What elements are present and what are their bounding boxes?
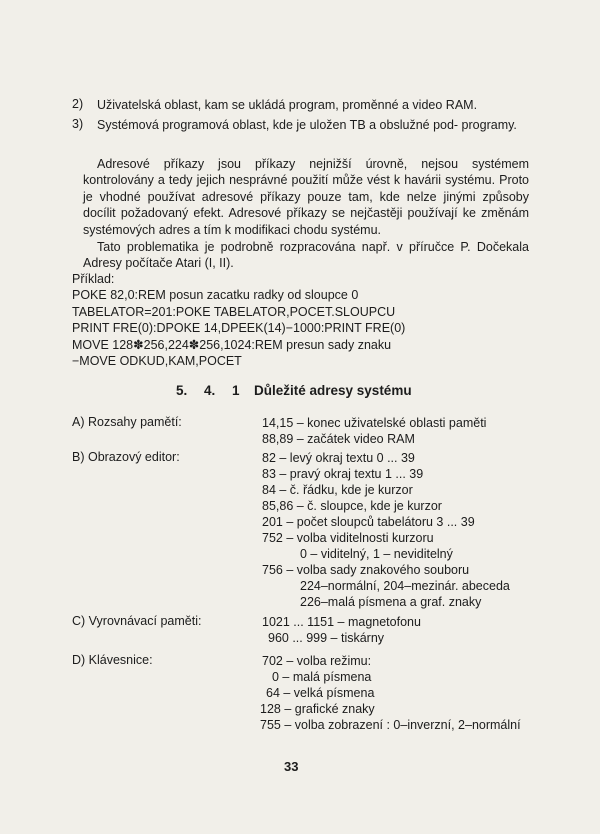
paragraph: [83, 156, 529, 238]
address-row: 88,89 – začátek video RAM: [262, 432, 415, 446]
section-number: 5.: [176, 383, 188, 398]
paragraph: [83, 239, 529, 272]
address-row: 702 – volba režimu:: [262, 654, 372, 668]
address-row: 224–normální, 204–mezinár. abeceda: [300, 579, 510, 593]
address-row: 85,86 – č. sloupce, kde je kurzor: [262, 499, 442, 513]
address-row: 201 – počet sloupců tabelátoru 3 ... 39: [262, 515, 475, 529]
group-label: A) Rozsahy pamětí:: [72, 415, 182, 429]
list-item-text: Uživatelská oblast, kam se ukládá program, proměnné a video RAM.: [97, 98, 478, 112]
section-number: 4.: [204, 383, 216, 398]
address-row: 1021 ... 1151 – magnetofonu: [262, 615, 421, 629]
code-line: MOVE 128✽256,224✽256,1024:REM presun sady znaku: [72, 337, 392, 352]
page-number: 33: [284, 759, 299, 774]
list-number: 3): [72, 117, 84, 131]
code-line: TABELATOR=201:POKE TABELATOR,POCET.SLOUPCU: [72, 304, 396, 319]
group-label: D) Klávesnice:: [72, 653, 153, 667]
paragraph-text: Tato problematika je podrobně rozpracována např. v příručce P. Dočekala Adresy počítače Atari (I, II).: [83, 240, 529, 271]
address-row: 960 ... 999 – tiskárny: [268, 631, 385, 645]
address-row: 83 – pravý okraj textu 1 ... 39: [262, 467, 424, 481]
paragraph-text: Adresové příkazy jsou příkazy nejnižší úrovně, nejsou systémem kontrolovány a tedy jejich nesprávné použití může vést k havárii systému. Proto je vhodné používat adresové příkazy pouze tam, kde nelze jinými způsoby docílit požadovaný efekt. Adresové příkazy se nejčastěji používají ke změnám systémových adres a tím k modifikaci chodu systému.: [83, 157, 529, 237]
address-row: 755 – volba zobrazení : 0–inverzní, 2–normální: [260, 718, 521, 732]
address-row: 0 – malá písmena: [272, 670, 372, 684]
group-label: B) Obrazový editor:: [72, 450, 180, 464]
list-item-text: Systémová programová oblast, kde je uložen TB a obslužné pod- programy.: [97, 118, 517, 132]
address-row: 84 – č. řádku, kde je kurzor: [262, 483, 413, 497]
section-number: 1: [232, 383, 240, 398]
code-line: −MOVE ODKUD,KAM,POCET: [72, 353, 242, 368]
address-row: 14,15 – konec uživatelské oblasti paměti: [262, 416, 487, 430]
address-row: 226–malá písmena a graf. znaky: [300, 595, 482, 609]
example-label: Příklad:: [72, 272, 115, 286]
address-row: 756 – volba sady znakového souboru: [262, 563, 470, 577]
code-example: [72, 271, 405, 369]
address-row: 128 – grafické znaky: [260, 702, 375, 716]
list-number: 2): [72, 97, 84, 111]
address-row: 64 – velká písmena: [266, 686, 375, 700]
code-line: PRINT FRE(0):DPOKE 14,DPEEK(14)−1000:PRINT FRE(0): [72, 321, 406, 336]
section-title: Důležité adresy systému: [254, 383, 412, 398]
address-row: 752 – volba viditelnosti kurzoru: [262, 531, 434, 545]
address-row: 82 – levý okraj textu 0 ... 39: [262, 451, 415, 465]
address-row: 0 – viditelný, 1 – neviditelný: [300, 547, 453, 561]
section-heading: [176, 383, 412, 398]
code-line: POKE 82,0:REM posun zacatku radky od sloupce 0: [72, 288, 359, 303]
group-label: C) Vyrovnávací paměti:: [72, 614, 202, 628]
